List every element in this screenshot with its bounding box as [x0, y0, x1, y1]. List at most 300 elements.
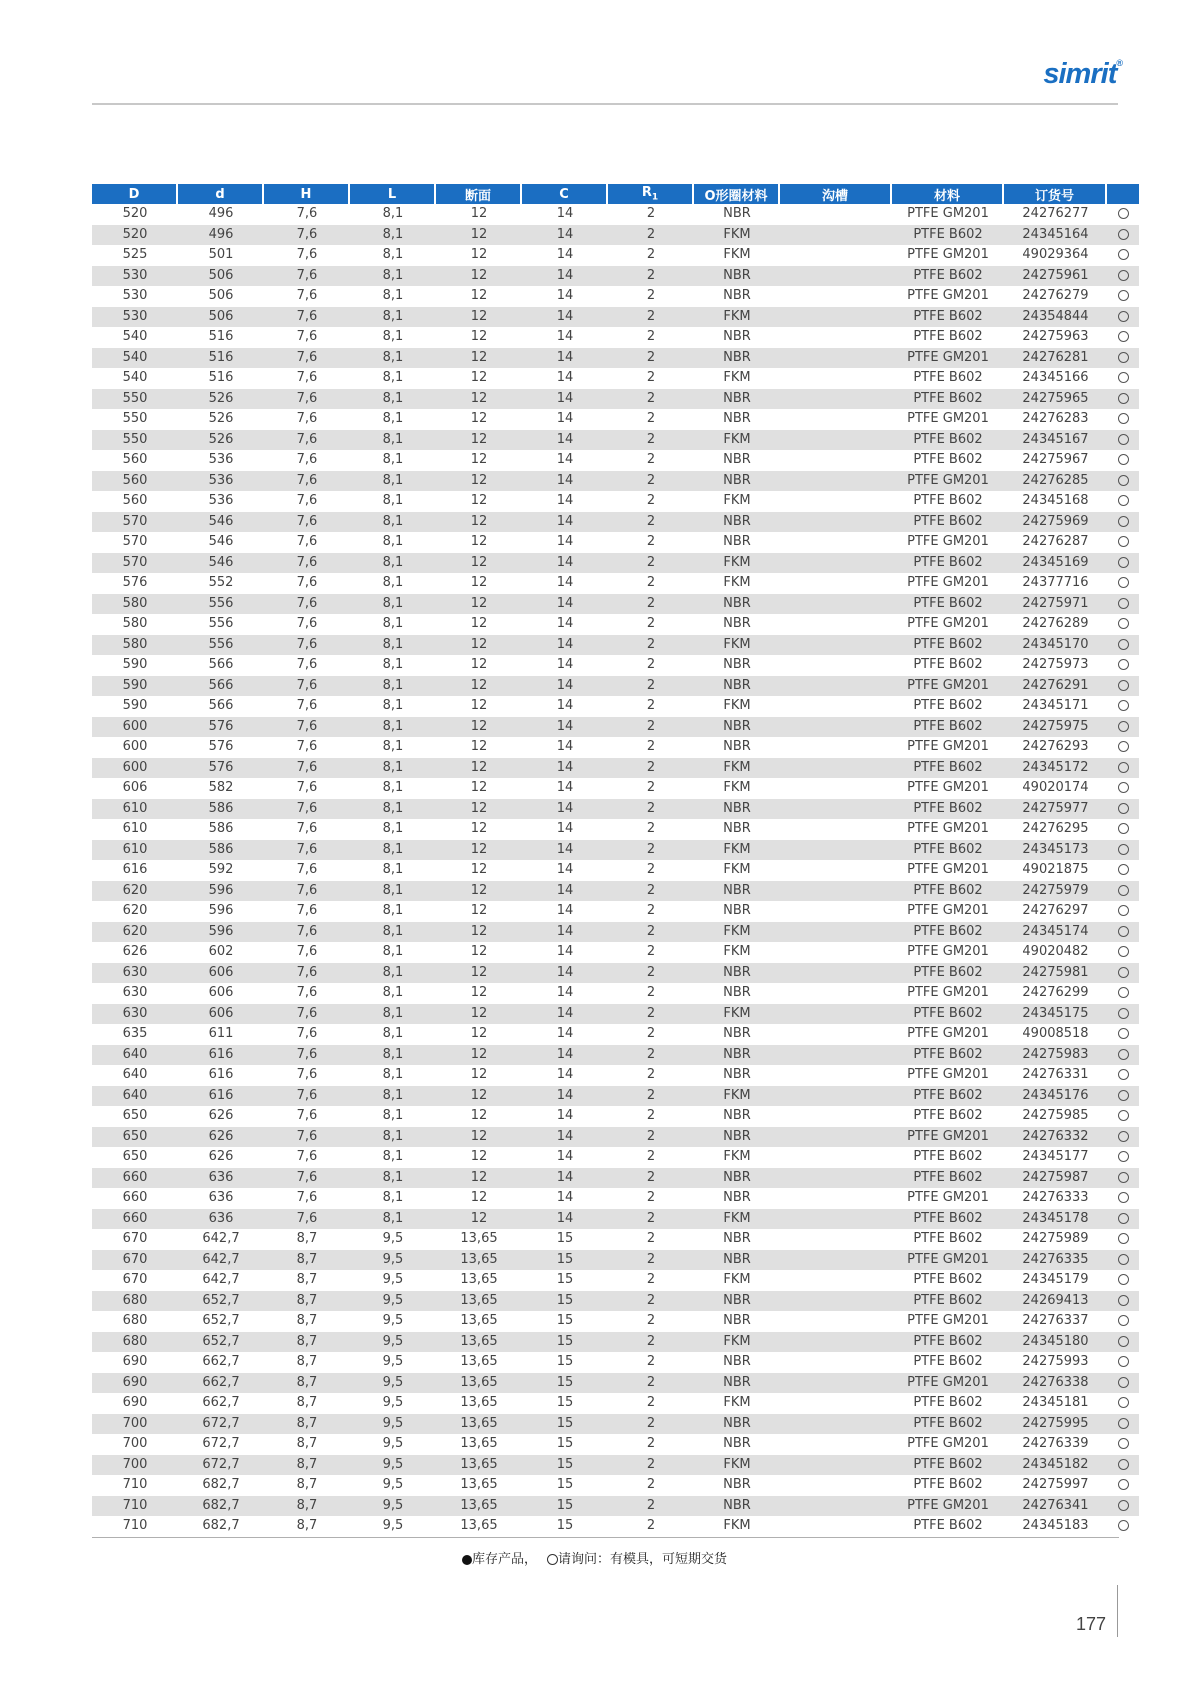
cell-R1: 2 [608, 553, 694, 574]
cell-L: 8,1 [350, 1168, 436, 1189]
cell-order-number: 24276281 [1004, 348, 1107, 369]
cell-R1: 2 [608, 1455, 694, 1476]
cell-availability [1107, 881, 1139, 902]
header-H: H [264, 184, 350, 204]
cell-d: 642,7 [178, 1250, 264, 1271]
cell-groove [780, 1065, 892, 1086]
open-circle-icon [1118, 700, 1129, 711]
cell-oring-material: NBR [694, 389, 780, 410]
open-circle-icon [1118, 331, 1129, 342]
cell-material: PTFE GM201 [907, 903, 989, 919]
cell-R1: 2 [608, 225, 694, 246]
cell-D: 710 [92, 1496, 178, 1517]
cell-H: 7,6 [264, 1209, 350, 1230]
cell-material: PTFE GM201 [892, 1373, 1004, 1394]
cell-oring-material: FKM [723, 698, 751, 714]
cell-H: 7,6 [264, 717, 350, 738]
table-row [92, 1434, 1139, 1455]
cell-groove [780, 307, 892, 328]
cell-cross-section: 12 [436, 922, 522, 943]
cell-material: PTFE B602 [913, 1477, 983, 1493]
cell-C: 14 [522, 430, 608, 451]
cell-availability [1107, 1516, 1139, 1537]
cell-oring-material: NBR [723, 616, 751, 632]
cell-D: 680 [92, 1332, 178, 1353]
cell-groove [780, 901, 892, 922]
cell-groove [780, 840, 892, 861]
cell-oring-material: NBR [694, 1045, 780, 1066]
cell-d: 642,7 [202, 1272, 240, 1288]
filled-circle-icon [462, 1555, 472, 1565]
cell-L: 8,1 [350, 717, 436, 738]
cell-L: 8,1 [382, 288, 404, 304]
cell-cross-section: 13,65 [436, 1291, 522, 1312]
cell-cross-section: 12 [470, 657, 488, 673]
cell-C: 14 [556, 739, 574, 755]
cell-C: 14 [522, 758, 608, 779]
cell-D: 590 [92, 676, 178, 697]
cell-groove [780, 655, 892, 676]
cell-material: PTFE GM201 [907, 575, 989, 591]
cell-L: 9,5 [382, 1272, 404, 1288]
cell-material: PTFE GM201 [907, 206, 989, 222]
cell-availability [1107, 348, 1139, 369]
cell-L: 9,5 [350, 1496, 436, 1517]
cell-availability [1107, 225, 1139, 246]
open-circle-icon [1118, 229, 1129, 240]
cell-D: 560 [92, 471, 178, 492]
cell-cross-section: 12 [470, 903, 488, 919]
cell-R1: 2 [608, 1004, 694, 1025]
cell-L: 8,1 [382, 411, 404, 427]
cell-material: PTFE B602 [892, 717, 1004, 738]
cell-H: 7,6 [296, 985, 318, 1001]
table-row [92, 1004, 1139, 1025]
cell-D: 650 [122, 1149, 148, 1165]
cell-material: PTFE B602 [892, 758, 1004, 779]
cell-order-number: 24276293 [1022, 739, 1089, 755]
cell-L: 9,5 [350, 1373, 436, 1394]
parts-table [92, 184, 1139, 1537]
cell-d: 526 [178, 389, 264, 410]
cell-material: PTFE B602 [892, 430, 1004, 451]
cell-cross-section: 13,65 [436, 1332, 522, 1353]
cell-oring-material: FKM [694, 758, 780, 779]
open-circle-icon [1118, 1397, 1129, 1408]
cell-cross-section: 12 [436, 717, 522, 738]
cell-C: 14 [522, 225, 608, 246]
cell-R1: 2 [646, 370, 656, 386]
cell-groove [780, 1332, 892, 1353]
open-circle-icon [1118, 1028, 1129, 1039]
cell-material: PTFE B602 [913, 657, 983, 673]
cell-order-number: 24276335 [1004, 1250, 1107, 1271]
cell-availability [1107, 860, 1139, 881]
cell-cross-section: 12 [436, 430, 522, 451]
cell-H: 7,6 [296, 780, 318, 796]
cell-D: 670 [122, 1231, 148, 1247]
open-circle-icon [1118, 372, 1129, 383]
cell-material: PTFE B602 [913, 1395, 983, 1411]
cell-L: 9,5 [382, 1313, 404, 1329]
cell-groove [780, 1434, 892, 1455]
cell-availability [1107, 942, 1139, 963]
cell-R1: 2 [608, 430, 694, 451]
cell-cross-section: 12 [470, 1149, 488, 1165]
cell-L: 8,1 [382, 452, 404, 468]
cell-order-number: 24275963 [1022, 329, 1089, 345]
cell-C: 14 [556, 698, 574, 714]
cell-d: 596 [178, 881, 264, 902]
open-circle-icon [1118, 1479, 1129, 1490]
cell-D: 570 [92, 512, 178, 533]
open-circle-icon [1118, 434, 1129, 445]
cell-material: PTFE B602 [892, 1291, 1004, 1312]
cell-oring-material: NBR [723, 1436, 751, 1452]
header-groove: 沟槽 [780, 184, 892, 204]
open-circle-icon [1118, 1110, 1129, 1121]
cell-R1: 2 [646, 1108, 656, 1124]
open-circle-icon [1118, 577, 1129, 588]
cell-C: 14 [556, 616, 574, 632]
cell-R1: 2 [646, 1231, 656, 1247]
cell-H: 7,6 [264, 389, 350, 410]
cell-material: PTFE B602 [913, 1272, 983, 1288]
cell-C: 14 [522, 348, 608, 369]
cell-availability [1107, 307, 1139, 328]
cell-availability [1107, 430, 1139, 451]
cell-availability [1107, 1188, 1139, 1209]
cell-D: 690 [92, 1373, 178, 1394]
cell-oring-material: NBR [694, 1373, 780, 1394]
table-header-row [92, 184, 1139, 204]
cell-L: 8,1 [382, 985, 404, 1001]
open-circle-icon [1118, 1315, 1129, 1326]
cell-availability [1107, 1455, 1139, 1476]
cell-R1: 2 [608, 1414, 694, 1435]
cell-availability [1107, 758, 1139, 779]
cell-cross-section: 12 [470, 329, 488, 345]
cell-d: 546 [208, 534, 234, 550]
open-circle-icon [1118, 516, 1129, 527]
cell-H: 7,6 [264, 1086, 350, 1107]
cell-D: 670 [92, 1250, 178, 1271]
cell-D: 520 [92, 225, 178, 246]
cell-availability [1107, 1147, 1139, 1168]
cell-H: 7,6 [264, 471, 350, 492]
table-row [92, 635, 1139, 656]
cell-L: 8,1 [382, 493, 404, 509]
cell-d: 596 [178, 922, 264, 943]
cell-R1: 2 [646, 616, 656, 632]
cell-H: 7,6 [264, 1004, 350, 1025]
cell-order-number: 24276337 [1022, 1313, 1089, 1329]
cell-L: 8,1 [382, 657, 404, 673]
cell-H: 7,6 [264, 307, 350, 328]
cell-material: PTFE B602 [913, 1108, 983, 1124]
cell-H: 7,6 [264, 963, 350, 984]
open-circle-icon [1118, 393, 1129, 404]
open-circle-icon [1118, 885, 1129, 896]
cell-order-number: 24345183 [1022, 1518, 1089, 1534]
open-circle-icon [1118, 1295, 1129, 1306]
cell-groove [780, 635, 892, 656]
cell-order-number: 24345171 [1022, 698, 1089, 714]
cell-cross-section: 12 [470, 739, 488, 755]
cell-groove [780, 1455, 892, 1476]
cell-D: 525 [122, 247, 148, 263]
cell-material: PTFE B602 [913, 452, 983, 468]
cell-d: 586 [178, 799, 264, 820]
cell-order-number: 24276287 [1022, 534, 1089, 550]
cell-material: PTFE GM201 [892, 1127, 1004, 1148]
cell-C: 14 [522, 840, 608, 861]
cell-d: 636 [178, 1168, 264, 1189]
cell-d: 552 [208, 575, 234, 591]
cell-d: 576 [178, 758, 264, 779]
cell-material: PTFE B602 [892, 594, 1004, 615]
cell-oring-material: NBR [694, 881, 780, 902]
cell-d: 636 [208, 1190, 234, 1206]
cell-D: 560 [122, 493, 148, 509]
cell-order-number: 24275989 [1022, 1231, 1089, 1247]
cell-availability [1107, 1393, 1139, 1414]
cell-d: 496 [208, 206, 234, 222]
cell-H: 7,6 [296, 329, 318, 345]
cell-material: PTFE B602 [892, 799, 1004, 820]
cell-C: 14 [556, 288, 574, 304]
cell-L: 8,1 [350, 676, 436, 697]
cell-material: PTFE B602 [892, 635, 1004, 656]
cell-D: 590 [122, 657, 148, 673]
cell-material: PTFE B602 [892, 1414, 1004, 1435]
table-row [92, 696, 1139, 717]
cell-D: 530 [92, 266, 178, 287]
cell-R1: 2 [608, 512, 694, 533]
cell-order-number: 24276339 [1022, 1436, 1089, 1452]
cell-d: 652,7 [178, 1291, 264, 1312]
cell-R1: 2 [646, 247, 656, 263]
cell-R1: 2 [608, 1168, 694, 1189]
cell-oring-material: FKM [694, 307, 780, 328]
cell-oring-material: NBR [694, 1250, 780, 1271]
cell-L: 8,1 [350, 594, 436, 615]
cell-L: 8,1 [382, 370, 404, 386]
cell-order-number: 24276283 [1022, 411, 1089, 427]
header-oring-material: O形圈材料 [694, 184, 780, 204]
cell-C: 14 [522, 1209, 608, 1230]
cell-oring-material: NBR [694, 1414, 780, 1435]
cell-groove [780, 1127, 892, 1148]
cell-cross-section: 12 [470, 862, 488, 878]
cell-R1: 2 [646, 1272, 656, 1288]
cell-availability [1107, 1086, 1139, 1107]
table-row [92, 1147, 1139, 1168]
cell-R1: 2 [646, 411, 656, 427]
cell-groove [780, 676, 892, 697]
cell-availability [1107, 635, 1139, 656]
cell-H: 8,7 [264, 1291, 350, 1312]
cell-availability [1107, 594, 1139, 615]
cell-oring-material: FKM [723, 370, 751, 386]
cell-material: PTFE B602 [913, 1231, 983, 1247]
header-r-label: R [641, 185, 652, 201]
cell-cross-section: 12 [470, 493, 488, 509]
cell-H: 7,6 [296, 1149, 318, 1165]
cell-groove [780, 963, 892, 984]
cell-R1: 2 [608, 635, 694, 656]
table-row [92, 532, 1139, 553]
cell-availability [1107, 1270, 1139, 1291]
cell-availability [1107, 471, 1139, 492]
cell-oring-material: NBR [723, 1108, 751, 1124]
cell-groove [780, 1516, 892, 1537]
open-circle-icon [1118, 1049, 1129, 1060]
table-row [92, 450, 1139, 471]
cell-material: PTFE GM201 [907, 780, 989, 796]
cell-material: PTFE GM201 [892, 348, 1004, 369]
cell-oring-material: NBR [723, 329, 751, 345]
cell-cross-section: 13,65 [460, 1313, 498, 1329]
cell-groove [780, 573, 892, 594]
cell-order-number: 24276338 [1004, 1373, 1107, 1394]
cell-R1: 2 [608, 1209, 694, 1230]
table-row [92, 348, 1139, 369]
cell-availability [1107, 1434, 1139, 1455]
cell-cross-section: 12 [470, 247, 488, 263]
cell-L: 8,1 [382, 698, 404, 714]
table-row [92, 307, 1139, 328]
cell-order-number: 24345176 [1004, 1086, 1107, 1107]
table-row [92, 1045, 1139, 1066]
cell-C: 14 [522, 553, 608, 574]
cell-cross-section: 13,65 [460, 1395, 498, 1411]
cell-D: 580 [122, 616, 148, 632]
cell-cross-section: 12 [470, 616, 488, 632]
cell-D: 640 [92, 1045, 178, 1066]
cell-D: 640 [122, 1067, 148, 1083]
cell-oring-material: FKM [723, 1149, 751, 1165]
cell-d: 546 [178, 512, 264, 533]
cell-D: 590 [122, 698, 148, 714]
cell-cross-section: 12 [470, 411, 488, 427]
table-row [92, 245, 1139, 266]
cell-material: PTFE B602 [892, 553, 1004, 574]
cell-order-number: 24377716 [1022, 575, 1089, 591]
cell-groove [780, 758, 892, 779]
cell-d: 526 [178, 430, 264, 451]
cell-cross-section: 12 [470, 206, 488, 222]
cell-R1: 2 [646, 1395, 656, 1411]
cell-oring-material: NBR [723, 1067, 751, 1083]
cell-H: 7,6 [296, 411, 318, 427]
table-row [92, 1291, 1139, 1312]
table-row [92, 1250, 1139, 1271]
cell-R1: 2 [646, 1149, 656, 1165]
open-circle-icon [1118, 741, 1129, 752]
cell-C: 14 [522, 512, 608, 533]
cell-H: 7,6 [296, 1190, 318, 1206]
cell-d: 576 [178, 717, 264, 738]
cell-L: 8,1 [350, 225, 436, 246]
cell-d: 586 [208, 821, 234, 837]
cell-C: 14 [522, 1168, 608, 1189]
open-circle-icon [547, 1554, 558, 1565]
table-row [92, 1332, 1139, 1353]
cell-material: PTFE B602 [892, 225, 1004, 246]
cell-R1: 2 [608, 1332, 694, 1353]
cell-oring-material: NBR [723, 821, 751, 837]
cell-groove [780, 204, 892, 225]
cell-R1: 2 [608, 1086, 694, 1107]
open-circle-icon [1118, 598, 1129, 609]
cell-R1: 2 [646, 493, 656, 509]
table-row [92, 1475, 1139, 1496]
cell-R1: 2 [608, 717, 694, 738]
cell-L: 9,5 [382, 1231, 404, 1247]
cell-D: 630 [92, 963, 178, 984]
table-bottom-border [92, 1537, 1119, 1538]
open-circle-icon [1118, 680, 1129, 691]
cell-groove [780, 1250, 892, 1271]
cell-d: 506 [208, 288, 234, 304]
cell-material: PTFE GM201 [907, 534, 989, 550]
cell-L: 8,1 [350, 1209, 436, 1230]
cell-cross-section: 12 [436, 225, 522, 246]
logo-registered-mark: ® [1116, 58, 1122, 68]
cell-groove [780, 327, 892, 348]
cell-d: 586 [178, 840, 264, 861]
cell-availability [1107, 778, 1139, 799]
cell-oring-material: NBR [723, 1026, 751, 1042]
cell-material: PTFE GM201 [907, 1313, 989, 1329]
table-row [92, 676, 1139, 697]
cell-L: 8,1 [350, 348, 436, 369]
cell-availability [1107, 266, 1139, 287]
cell-D: 520 [122, 206, 148, 222]
cell-order-number: 24275981 [1004, 963, 1107, 984]
cell-availability [1107, 532, 1139, 553]
cell-H: 7,6 [264, 799, 350, 820]
cell-C: 15 [556, 1395, 574, 1411]
cell-R1: 2 [646, 329, 656, 345]
cell-cross-section: 12 [436, 1209, 522, 1230]
cell-d: 662,7 [202, 1395, 240, 1411]
cell-C: 14 [522, 799, 608, 820]
cell-L: 8,1 [350, 635, 436, 656]
open-circle-icon [1118, 864, 1129, 875]
cell-D: 570 [92, 553, 178, 574]
cell-L: 8,1 [350, 840, 436, 861]
cell-cross-section: 12 [436, 1168, 522, 1189]
cell-L: 9,5 [350, 1332, 436, 1353]
cell-R1: 2 [608, 799, 694, 820]
cell-H: 8,7 [296, 1272, 318, 1288]
cell-C: 14 [556, 493, 574, 509]
table-body [92, 204, 1139, 1537]
cell-C: 15 [522, 1455, 608, 1476]
cell-material: PTFE B602 [892, 389, 1004, 410]
cell-oring-material: NBR [723, 1231, 751, 1247]
cell-R1: 2 [646, 903, 656, 919]
cell-d: 636 [178, 1209, 264, 1230]
cell-groove [780, 717, 892, 738]
cell-D: 610 [92, 840, 178, 861]
cell-order-number: 24275977 [1004, 799, 1107, 820]
open-circle-icon [1118, 721, 1129, 732]
table-row [92, 983, 1139, 1004]
cell-groove [780, 1168, 892, 1189]
